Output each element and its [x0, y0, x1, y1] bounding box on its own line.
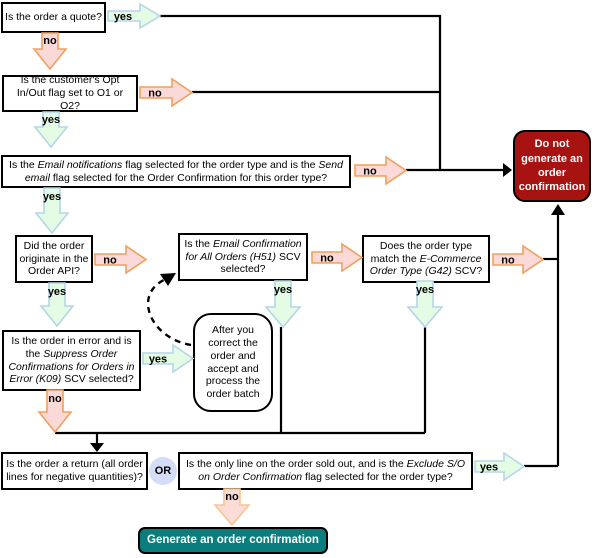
- decision-g42-scv: [362, 235, 490, 283]
- arrow-label: no: [320, 252, 334, 265]
- arrow-error-yes: [142, 343, 194, 374]
- arrow-opt-yes: [34, 112, 68, 148]
- text-segment: Is the order in error and is the: [11, 334, 132, 360]
- arrow-label: no: [48, 393, 62, 405]
- arrow-api-yes: [40, 283, 74, 327]
- decision-h51-scv: [178, 233, 308, 281]
- text-segment: Is the: [184, 237, 213, 250]
- text-segment: Is the: [9, 158, 38, 171]
- decision-error-text: [6, 335, 137, 386]
- text-segment-italic: Suppress Order Confirmations for Orders in Error (K09): [8, 347, 135, 386]
- terminal-stop-text: Do not generate an order confirmation: [518, 138, 586, 194]
- terminal-generate: [138, 527, 328, 554]
- arrow-label: no: [43, 35, 57, 47]
- arrow-label: yes: [479, 461, 499, 474]
- process-correct-text: After you correct the order and accept and process the order batch: [205, 324, 261, 401]
- decision-order-in-error: [2, 330, 141, 391]
- dashed-correct-to-h51: [148, 280, 191, 345]
- terminal-go-text: Generate an order confirmation: [147, 534, 319, 547]
- text-segment-italic: Send email: [24, 158, 343, 184]
- arrow-soldout-yes: [474, 451, 525, 482]
- arrow-h51-yes: [265, 281, 301, 328]
- decision-email-notifications: [1, 155, 351, 188]
- arrowhead-stop-bottom: [551, 204, 565, 215]
- decision-api-text: Did the order originate in the Order API?: [19, 239, 89, 278]
- text-segment: SCV selected?: [61, 373, 134, 386]
- decision-soldout-text: [182, 458, 469, 484]
- arrow-label: no: [103, 254, 117, 267]
- arrow-quote-yes: [107, 3, 161, 29]
- decision-quote-text: Is the order a quote?: [5, 11, 102, 24]
- arrow-label: no: [501, 254, 515, 267]
- arrow-label: yes: [42, 191, 62, 203]
- decision-email-text: [5, 159, 347, 185]
- text-segment: flag selected for the Order Confirmation for this order type?: [49, 171, 328, 184]
- arrow-label: yes: [113, 11, 133, 23]
- decision-g42-text: [366, 240, 486, 278]
- arrow-error-no: [38, 390, 72, 433]
- decision-return-text: Is the order a return (all order lines for negative quantities)?: [6, 458, 143, 483]
- arrow-label: yes: [415, 284, 435, 296]
- text-segment: flag selected for the order type?: [302, 471, 453, 483]
- text-segment-italic: Email notifications: [37, 158, 123, 171]
- text-segment-italic: Exclude S/O on Order Confirmation: [198, 458, 465, 483]
- or-connector: [149, 457, 177, 485]
- arrow-h51-no: [311, 242, 363, 273]
- text-segment: SCV?: [451, 265, 483, 278]
- or-label: OR: [154, 465, 172, 477]
- decision-order-api: [15, 235, 93, 283]
- text-segment: SCV selected?: [220, 250, 301, 276]
- arrow-label: yes: [47, 286, 67, 298]
- arrow-email-no: [354, 155, 407, 186]
- process-correct-order: [193, 313, 273, 412]
- decision-h51-text: [182, 238, 304, 276]
- arrow-g42-no: [492, 244, 544, 275]
- decision-order-return: [1, 452, 148, 490]
- text-segment-italic: Email Confirmation for All Orders (H51): [185, 237, 302, 263]
- arrow-api-no: [94, 244, 147, 275]
- arrow-label: yes: [148, 353, 168, 366]
- arrow-label: no: [148, 87, 162, 100]
- text-segment: Is the only line on the order sold out, and is the: [185, 458, 407, 471]
- terminal-do-not-generate: [513, 130, 591, 202]
- text-segment: Does the order type match the: [370, 239, 473, 265]
- arrowhead-stop-left: [503, 163, 512, 177]
- arrow-final-no: [214, 489, 250, 526]
- arrow-label: no: [225, 491, 239, 503]
- text-segment: flag selected for the order type and is the: [122, 158, 319, 171]
- decision-opt-in-out: [2, 75, 138, 112]
- arrow-quote-no: [33, 33, 67, 70]
- arrow-label: yes: [41, 114, 61, 126]
- decision-quote: [1, 2, 106, 33]
- decision-sold-out: [178, 452, 473, 490]
- text-segment-italic: E-Commerce Order Type (G42): [369, 252, 482, 278]
- arrow-label: yes: [273, 284, 293, 296]
- arrowhead-return: [90, 443, 104, 452]
- arrow-label: no: [363, 165, 377, 178]
- arrow-email-yes: [35, 188, 69, 234]
- arrow-g42-yes: [407, 281, 443, 328]
- decision-opt-text: Is the customer's Opt In/Out flag set to O1 or O2?: [16, 74, 124, 112]
- arrow-opt-no: [139, 77, 193, 108]
